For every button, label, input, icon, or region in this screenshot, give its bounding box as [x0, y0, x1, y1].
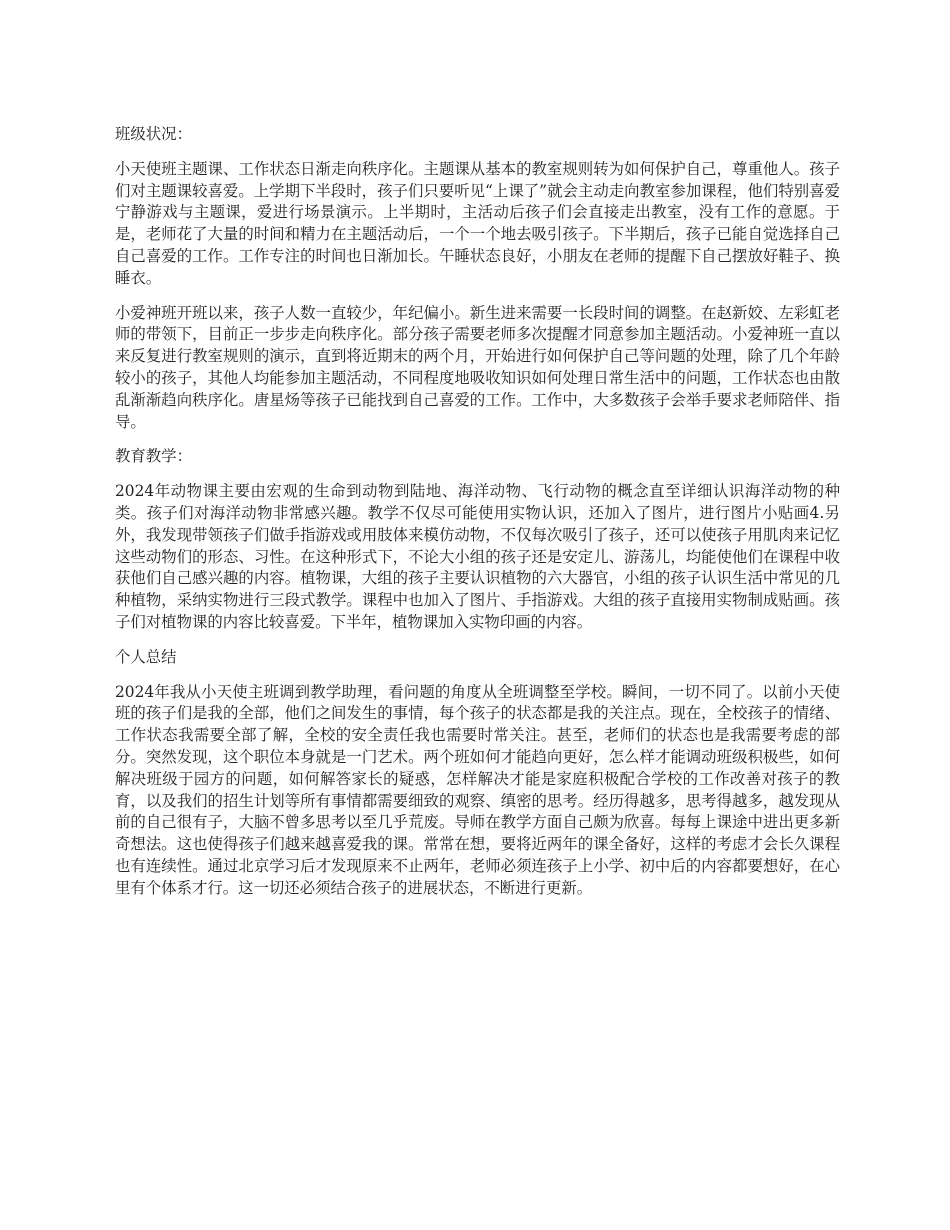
section-heading: 个人总结	[115, 647, 177, 666]
section-personal-summary	[115, 647, 840, 900]
document-page	[115, 124, 840, 913]
section-education-teaching	[115, 446, 840, 633]
section-class-status	[115, 124, 840, 433]
paragraph: 小天使班主题课、工作状态日渐走向秩序化。主题课从基本的教室规则转为如何保护自己，尊重他人。孩子们对主题课较喜爱。上学期下半段时，孩子们只要听见“上课了”就会主动走向教室参加课程，他们特别喜爱宁静游戏与主题课，爱进行场景演示。上半期时，主活动后孩子们会直接走出教室，没有工作的意愿。于是，老师花了大量的时间和精力在主题活动后，一个一个地去吸引孩子。下半期后，孩子已能自觉选择自己自己喜爱的工作。工作专注的时间也日渐加长。午睡状态良好，小朋友在老师的提醒下自己摆放好鞋子、换睡衣。	[115, 159, 840, 287]
section-heading: 班级状况：	[115, 125, 192, 143]
paragraph: 2024年我从小天使主班调到教学助理，看问题的角度从全班调整至学校。瞬间，一切不同了。以前小天使班的孩子们是我的全部，他们之间发生的事情，每个孩子的状态都是我的关注点。现在，全校孩子的情绪、工作状态我需要全部了解，全校的安全责任我也需要时常关注。甚至，老师们的状态也是我需要考虑的部分。突然发现，这个职位本身就是一门艺术。两个班如何才能趋向更好，怎么样才能调动班级积极些，如何解决班级于园方的问题，如何解答家长的疑惑，怎样解决才能是家庭积极配合学校的工作改善对孩子的教育，以及我们的招生计划等所有事情都需要细致的观察、缜密的思考。经历得越多，思考得越多，越发现从前的自己很有子，大脑不曾多思考以至几乎荒废。导师在教学方面自己颇为欣喜。每每上课途中进出更多新奇想法。这也使得孩子们越来越喜爱我的课。常常在想，要将近两年的课全备好，这样的考虑才会长久课程也有连续性。通过北京学习后才发现原来不止两年，老师必须连孩子上小学、初中后的内容都要想好，在心里有个体系才行。这一切还必须结合孩子的进展状态，不断进行更新。	[115, 682, 840, 897]
section-heading: 教育教学：	[115, 447, 192, 466]
paragraph: 2024年动物课主要由宏观的生命到动物到陆地、海洋动物、飞行动物的概念直至详细认识海洋动物的种类。孩子们对海洋动物非常感兴趣。教学不仅尽可能使用实物认识，还加入了图片，进行图片小贴画4.另外，我发现带领孩子们做手指游戏或用肢体来模仿动物，不仅每次吸引了孩子，还可以使孩子用肌肉来记忆这些动物们的形态、习性。在这种形式下，不论大小组的孩子还是安定儿、游荡儿，均能使他们在课程中收获他们自己感兴趣的内容。植物课，大组的孩子主要认识植物的六大器官，小组的孩子认识生活中常见的几种植物，采纳实物进行三段式教学。课程中也加入了图片、手指游戏。大组的孩子直接用实物制成贴画。孩子们对植物课的内容比较喜爱。下半年，植物课加入实物印画的内容。	[115, 482, 840, 631]
paragraph: 小爱神班开班以来，孩子人数一直较少，年纪偏小。新生进来需要一长段时间的调整。在赵新姣、左彩虹老师的带领下，目前正一步步走向秩序化。部分孩子需要老师多次提醒才同意参加主题活动。小爱神班一直以来反复进行教室规则的演示，直到将近期末的两个月，开始进行如何保护自己等问题的处理，除了几个年龄较小的孩子，其他人均能参加主题活动，不同程度地吸收知识如何处理日常生活中的问题，工作状态也由散乱渐渐趋向秩序化。唐星炀等孩子已能找到自己喜爱的工作。工作中，大多数孩子会举手要求老师陪伴、指导。	[115, 303, 840, 431]
